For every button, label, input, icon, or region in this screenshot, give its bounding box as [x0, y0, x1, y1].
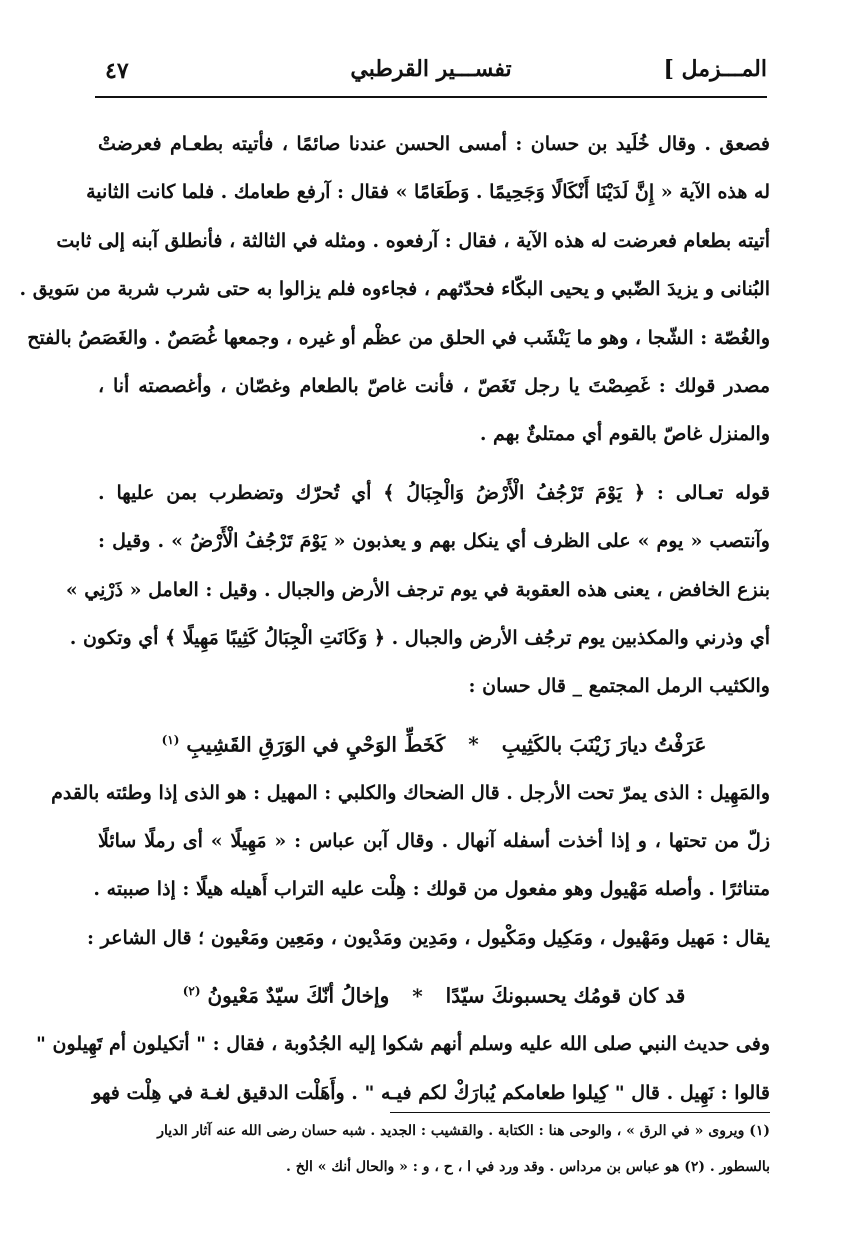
page-number: ٤٧ — [105, 58, 129, 84]
text-line: يقال : مَهيل ومَهْيول ، ومَكِيل ومَكْيول ، ومَدِين ومَدْيون ، ومَعِين ومَعْيون ؛ قال الشاعر : — [87, 926, 770, 949]
footnote-line: (١) ويروى « في الرق » ، والوحى هنا : الكتابة . والقشيب : الجديد . شبه حسان رضى الله عنه آثار الديار — [157, 1123, 770, 1139]
paragraph-3 — [51, 769, 770, 963]
verse-separator: * — [412, 983, 423, 1008]
footnote-ref: (٢) — [182, 984, 201, 999]
text-line: وآنتصب « يوم » على الظرف أي ينكل بهم و يعذبون « يَوْمَ تَرْجُفُ الْأَرْضُ » . وقيل : — [98, 530, 770, 553]
verse-separator: * — [468, 732, 479, 757]
text-line: له هذه الآية « إِنَّ لَدَيْنَا أَنْكَالًا وَجَحِيمًا . وَطَعَامًا » فقال : آرفع طعامك . فلما كانت الثانية — [86, 181, 770, 204]
footnotes — [98, 1112, 770, 1185]
surah-name: المـــزمل ] — [663, 56, 767, 82]
text-line: والكثيب الرمل المجتمع _ قال حسان : — [468, 675, 770, 698]
paragraph-4 — [36, 1020, 770, 1117]
text-line: أي وذرني والمكذبين يوم ترجُف الأرض والجبال . ﴿ وَكَانَتِ الْجِبَالُ كَثِيبًا مَهِيلًا ﴾ أي وتكون . — [69, 626, 770, 649]
verse-hemistich: كَخَطِّ الوَحْيِ في الوَرَقِ القَشِيبِ — [186, 732, 446, 757]
text-line: فصعق . وقال خُلَيد بن حسان : أمسى الحسن عندنا صائمًا ، فأتيته بطعـام فعرضتْ — [98, 133, 770, 155]
text-line: مصدر قولك : غَصِصْتَ يا رجل تَغَصّ ، فأنت غاصّ بالطعام وغصّان ، وأغصصته أنا ، — [98, 374, 770, 397]
poetry-verse-1 — [98, 711, 770, 769]
text-line: قالوا : نَهِيل . قال " كِيلوا طعامكم يُبارَكْ لكم فيـه " . وأَهَلْت الدقيق لغـة في هِلْت فهو — [92, 1081, 770, 1104]
text-line: قوله تعـالى : ﴿ يَوْمَ تَرْجُفُ الْأَرْضُ وَالْجِبَالُ ﴾ أي تُحرّك وتضطرب بمن عليها . — [98, 481, 770, 504]
text-line: البُنانى و يزيدَ الضّبي و يحيى البكّاء فحدّثهم ، فجاءوه فلم يزالوا به حتى شرب شربة من سَويق . — [19, 278, 770, 301]
verse-hemistich: قد كان قومُك يحسبونكَ سيّدًا — [445, 983, 686, 1008]
text-line: وفى حديث النبي صلى الله عليه وسلم أنهم شكوا إليه الجُدُوبة ، فقال : " أتكيلون أم تَهِيلون " — [36, 1033, 770, 1056]
page-body — [19, 120, 770, 1117]
page-header — [95, 44, 767, 98]
header-divider — [95, 96, 767, 98]
verse-hemistich: وإخالُ أنّكَ سيّدٌ مَعْيونُ — [207, 983, 390, 1008]
text-line: متناثرًا . وأصله مَهْيول وهو مفعول من قولك : هِلْت عليه التراب أَهيله هيلًا : إذا صببته . — [93, 878, 770, 901]
verse-hemistich: عَرَفْتُ ديارَ زَيْنَبَ بالكَثِيبِ — [501, 732, 707, 757]
text-line: أتيته بطعام فعرضت له هذه الآية ، فقال : آرفعوه . ومثله في الثالثة ، فأنطلق آبنه إلى ثابت — [56, 229, 770, 252]
text-line: والمنزل غاصّ بالقوم أي ممتلئٌ بهم . — [479, 423, 770, 446]
book-title: تفســـير القرطبي — [350, 56, 512, 82]
footnote-ref: (١) — [161, 732, 180, 747]
text-line: والغُصّة : الشّجا ، وهو ما يَنْشَب في الحلق من عظْم أو غيره ، وجمعها غُصَصٌ . والغَصَصُ بالفتح — [27, 326, 770, 349]
footnote-line: بالسطور . (٢) هو عباس بن مرداس . وقد ورد في ا ، ح ، و : « والحال أنك » الخ . — [285, 1159, 770, 1175]
text-line: بنزع الخافض ، يعنى هذه العقوبة في يوم ترجف الأرض والجبال . وقيل : العامل « ذَرْنِي » — [65, 578, 770, 601]
poetry-verse-2 — [98, 962, 770, 1020]
text-line: والمَهِيل : الذى يمرّ تحت الأرجل . قال الضحاك والكلبي : المهيل : هو الذى إذا وطئته بالقدم — [51, 781, 770, 804]
paragraph-2 — [65, 469, 770, 711]
paragraph-1 — [19, 120, 770, 459]
text-line: زلّ من تحتها ، و إذا أخذت أسفله آنهال . وقال آبن عباس : « مَهِيلًا » أى رملًا سائلًا — [98, 830, 770, 853]
